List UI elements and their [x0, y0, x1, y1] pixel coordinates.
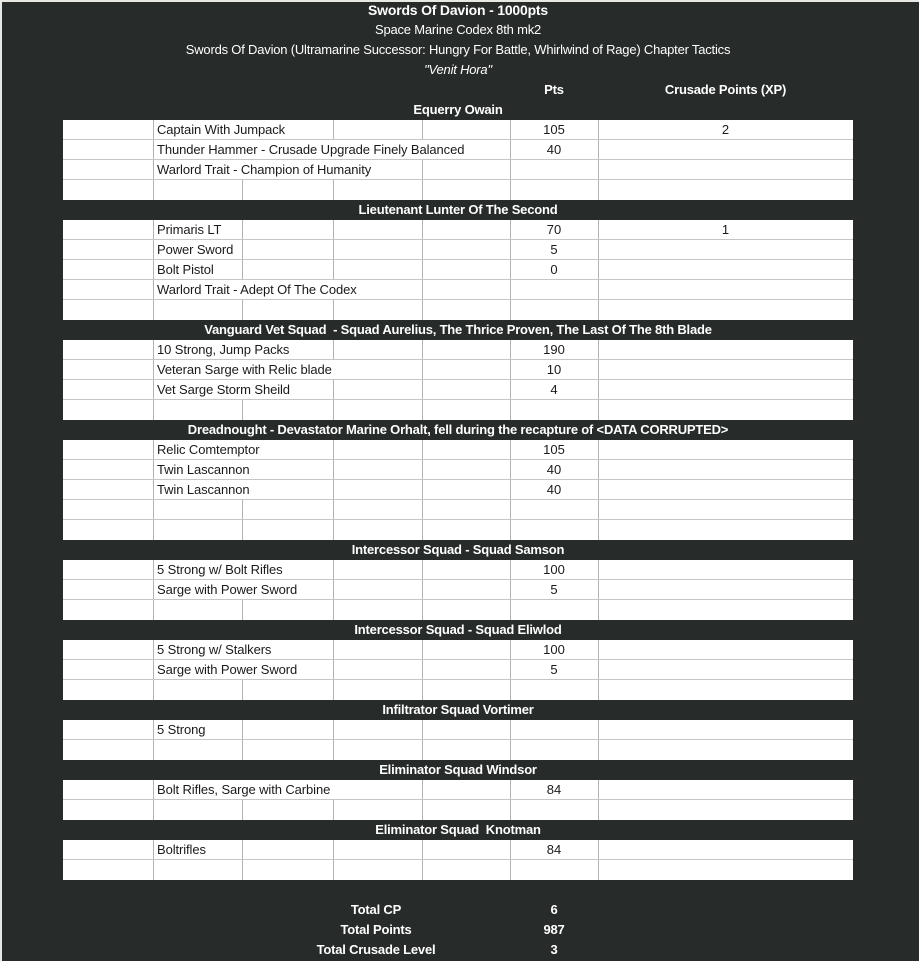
gridline [242, 260, 243, 279]
pts-cell[interactable]: 70 [546, 222, 562, 237]
table-row[interactable] [63, 460, 853, 480]
description-cell[interactable]: Twin Lascannon [154, 480, 255, 499]
table-row[interactable] [63, 680, 853, 700]
gridline [510, 180, 511, 200]
table-row[interactable] [63, 340, 853, 360]
army-sections [0, 100, 919, 880]
pts-cell[interactable]: 100 [543, 642, 565, 657]
description-cell[interactable]: 5 Strong [154, 720, 210, 739]
gridline [598, 280, 599, 299]
gridline [153, 500, 154, 519]
gridline [422, 660, 423, 679]
description-cell[interactable]: Boltrifles [154, 840, 211, 859]
description-cell[interactable]: 5 Strong w/ Stalkers [154, 640, 276, 659]
gridline [598, 440, 599, 459]
section-block [63, 780, 853, 820]
gridline [510, 680, 511, 700]
table-row[interactable] [63, 260, 853, 280]
gridline [333, 800, 334, 820]
gridline [422, 600, 423, 620]
total-label: Total Points [340, 922, 412, 937]
list-title: Swords Of Davion - 1000pts [368, 2, 548, 18]
gridline [333, 440, 334, 459]
description-cell[interactable]: Twin Lascannon [154, 460, 255, 479]
gridline [242, 860, 243, 880]
gridline [333, 720, 334, 739]
total-label: Total Crusade Level [316, 942, 436, 957]
gridline [598, 380, 599, 399]
gridline [422, 240, 423, 259]
gridline [242, 300, 243, 320]
gridline [422, 580, 423, 599]
gridline [422, 560, 423, 579]
table-row[interactable] [63, 400, 853, 420]
gridline [422, 360, 423, 379]
gridline [333, 180, 334, 200]
gridline [242, 720, 243, 739]
table-row[interactable] [63, 720, 853, 740]
gridline [422, 160, 423, 179]
section-header: Intercessor Squad - Squad Eliwlod [354, 622, 562, 637]
gridline [598, 720, 599, 739]
pts-cell[interactable]: 84 [546, 842, 562, 857]
section-header: Eliminator Squad Knotman [375, 822, 541, 837]
gridline [598, 560, 599, 579]
gridline [422, 400, 423, 420]
table-row[interactable] [63, 600, 853, 620]
total-row [63, 940, 853, 960]
section-header: Infiltrator Squad Vortimer [382, 702, 534, 717]
gridline [422, 180, 423, 200]
gridline [510, 400, 511, 420]
section-header: Equerry Owain [413, 102, 503, 117]
table-row[interactable] [63, 780, 853, 800]
table-row[interactable] [63, 520, 853, 540]
section-block [63, 220, 853, 320]
pts-cell[interactable]: 40 [546, 142, 562, 157]
gridline [422, 780, 423, 799]
gridline [598, 260, 599, 279]
gridline [242, 840, 243, 859]
section-header: Intercessor Squad - Squad Samson [351, 542, 565, 557]
table-row[interactable] [63, 220, 853, 240]
gridline [598, 340, 599, 359]
gridline [333, 500, 334, 519]
gridline [242, 500, 243, 519]
section-block [63, 440, 853, 540]
description-cell[interactable]: Primaris LT [154, 220, 226, 239]
gridline [333, 120, 334, 139]
table-row[interactable] [63, 640, 853, 660]
gridline [153, 800, 154, 820]
table-row[interactable] [63, 180, 853, 200]
xp-cell[interactable]: 2 [721, 122, 730, 137]
gridline [422, 460, 423, 479]
gridline [598, 180, 599, 200]
gridline [153, 680, 154, 700]
gridline [153, 400, 154, 420]
gridline [598, 400, 599, 420]
gridline [422, 800, 423, 820]
gridline [598, 500, 599, 519]
gridline [598, 840, 599, 859]
gridline [153, 600, 154, 620]
xp-cell[interactable]: 1 [721, 222, 730, 237]
gridline [598, 300, 599, 320]
gridline [598, 780, 599, 799]
gridline [422, 280, 423, 299]
description-cell[interactable]: Warlord Trait - Champion of Humanity [154, 160, 376, 179]
gridline [333, 340, 334, 359]
gridline [333, 640, 334, 659]
table-row[interactable] [63, 500, 853, 520]
pts-cell[interactable]: 190 [543, 342, 565, 357]
gridline [333, 400, 334, 420]
table-row[interactable] [63, 860, 853, 880]
table-row[interactable] [63, 120, 853, 140]
sheet-left-edge [0, 0, 2, 961]
gridline [510, 500, 511, 519]
gridline [598, 640, 599, 659]
gridline [510, 300, 511, 320]
section-block [63, 720, 853, 760]
section-header: Lieutenant Lunter Of The Second [358, 202, 558, 217]
gridline [510, 800, 511, 820]
gridline [422, 520, 423, 540]
gridline [422, 340, 423, 359]
gridline [510, 860, 511, 880]
gridline [510, 160, 511, 179]
gridline [422, 120, 423, 139]
gridline [333, 740, 334, 760]
pts-cell[interactable]: 4 [550, 382, 558, 397]
gridline [242, 740, 243, 760]
table-row[interactable] [63, 300, 853, 320]
pts-cell[interactable]: 105 [543, 442, 565, 457]
pts-cell[interactable]: 0 [550, 262, 558, 277]
pts-cell[interactable]: 100 [543, 562, 565, 577]
table-row[interactable] [63, 480, 853, 500]
section-header: Vanguard Vet Squad - Squad Aurelius, The Thrice Proven, The Last Of The 8th Blade [204, 322, 712, 337]
gridline [242, 180, 243, 200]
gridline [153, 180, 154, 200]
pts-cell[interactable]: 5 [550, 242, 558, 257]
description-cell[interactable]: 10 Strong, Jump Packs [154, 340, 294, 359]
gridline [422, 680, 423, 700]
table-row[interactable] [63, 840, 853, 860]
column-header-row [63, 80, 853, 100]
gridline [333, 580, 334, 599]
section-header: Dreadnought - Devastator Marine Orhalt, fell during the recapture of <DATA CORRUPTED> [187, 422, 729, 437]
gridline [333, 520, 334, 540]
gridline [510, 720, 511, 739]
gridline [598, 580, 599, 599]
spacer-row [0, 880, 919, 900]
sheet-top-edge [0, 0, 919, 2]
gridline [598, 740, 599, 760]
gridline [242, 400, 243, 420]
gridline [242, 220, 243, 239]
gridline [333, 560, 334, 579]
gridline [598, 680, 599, 700]
gridline [242, 600, 243, 620]
gridline [242, 240, 243, 259]
table-row[interactable] [63, 440, 853, 460]
gridline [598, 480, 599, 499]
section-block [63, 340, 853, 420]
pts-cell[interactable]: 5 [550, 662, 558, 677]
table-row[interactable] [63, 660, 853, 680]
description-cell[interactable]: 5 Strong w/ Bolt Rifles [154, 560, 288, 579]
gridline [598, 860, 599, 880]
table-row[interactable] [63, 140, 853, 160]
gridline [422, 440, 423, 459]
gridline [242, 800, 243, 820]
section-header: Eliminator Squad Windsor [379, 762, 537, 777]
pts-column-header: Pts [544, 82, 564, 97]
table-row[interactable] [63, 800, 853, 820]
gridline [422, 380, 423, 399]
chapter-tactics: Swords Of Davion (Ultramarine Successor: Hungry For Battle, Whirlwind of Rage) Chapter Tactics [185, 42, 731, 57]
section-block [63, 840, 853, 880]
gridline [598, 160, 599, 179]
gridline [422, 840, 423, 859]
totals [0, 900, 919, 960]
total-row [63, 920, 853, 940]
description-cell[interactable]: Veteran Sarge with Relic blade [154, 360, 337, 379]
table-row[interactable] [63, 360, 853, 380]
pts-cell[interactable]: 5 [550, 582, 558, 597]
total-value: 3 [550, 942, 558, 957]
table-row[interactable] [63, 380, 853, 400]
table-row[interactable] [63, 160, 853, 180]
gridline [333, 600, 334, 620]
gridline [153, 300, 154, 320]
description-cell[interactable]: Bolt Pistol [154, 260, 219, 279]
gridline [598, 140, 599, 159]
gridline [598, 800, 599, 820]
description-cell[interactable]: Sarge with Power Sword [154, 580, 302, 599]
gridline [333, 380, 334, 399]
description-cell[interactable]: Captain With Jumpack [154, 120, 290, 139]
gridline [422, 500, 423, 519]
gridline [333, 840, 334, 859]
gridline [333, 240, 334, 259]
gridline [510, 280, 511, 299]
description-cell[interactable]: Vet Sarge Storm Sheild [154, 380, 295, 399]
table-row[interactable] [63, 740, 853, 760]
gridline [422, 860, 423, 880]
gridline [333, 460, 334, 479]
gridline [333, 860, 334, 880]
gridline [598, 360, 599, 379]
total-label: Total CP [350, 902, 402, 917]
gridline [422, 740, 423, 760]
table-row[interactable] [63, 280, 853, 300]
motto: "Venit Hora" [424, 62, 492, 77]
gridline [598, 520, 599, 540]
section-block [63, 120, 853, 200]
gridline [422, 640, 423, 659]
gridline [510, 520, 511, 540]
total-value: 6 [550, 902, 558, 917]
gridline [333, 660, 334, 679]
gridline [333, 300, 334, 320]
gridline [333, 680, 334, 700]
gridline [598, 660, 599, 679]
gridline [422, 720, 423, 739]
description-cell[interactable]: Thunder Hammer - Crusade Upgrade Finely Balanced [154, 140, 469, 159]
description-cell[interactable]: Warlord Trait - Adept Of The Codex [154, 280, 362, 299]
description-cell[interactable]: Power Sword [154, 240, 238, 259]
gridline [422, 480, 423, 499]
pts-cell[interactable]: 84 [546, 782, 562, 797]
codex-subtitle: Space Marine Codex 8th mk2 [374, 22, 542, 37]
gridline [510, 740, 511, 760]
table-row[interactable] [63, 580, 853, 600]
description-cell[interactable]: Bolt Rifles, Sarge with Carbine [154, 780, 335, 799]
pts-cell[interactable]: 40 [546, 482, 562, 497]
crusade-points-column-header: Crusade Points (XP) [664, 82, 787, 97]
gridline [242, 520, 243, 540]
pts-cell[interactable]: 40 [546, 462, 562, 477]
gridline [333, 260, 334, 279]
description-cell[interactable]: Relic Comtemptor [154, 440, 264, 459]
table-row[interactable] [63, 560, 853, 580]
total-row [63, 900, 853, 920]
gridline [422, 220, 423, 239]
pts-cell[interactable]: 105 [543, 122, 565, 137]
section-block [63, 560, 853, 620]
gridline [422, 260, 423, 279]
gridline [598, 600, 599, 620]
gridline [153, 860, 154, 880]
gridline [422, 300, 423, 320]
total-value: 987 [543, 922, 565, 937]
gridline [333, 480, 334, 499]
gridline [242, 680, 243, 700]
gridline [598, 460, 599, 479]
gridline [333, 220, 334, 239]
gridline [510, 600, 511, 620]
description-cell[interactable]: Sarge with Power Sword [154, 660, 302, 679]
gridline [153, 740, 154, 760]
section-block [63, 640, 853, 700]
gridline [598, 240, 599, 259]
table-row[interactable] [63, 240, 853, 260]
gridline [153, 520, 154, 540]
pts-cell[interactable]: 10 [546, 362, 562, 377]
